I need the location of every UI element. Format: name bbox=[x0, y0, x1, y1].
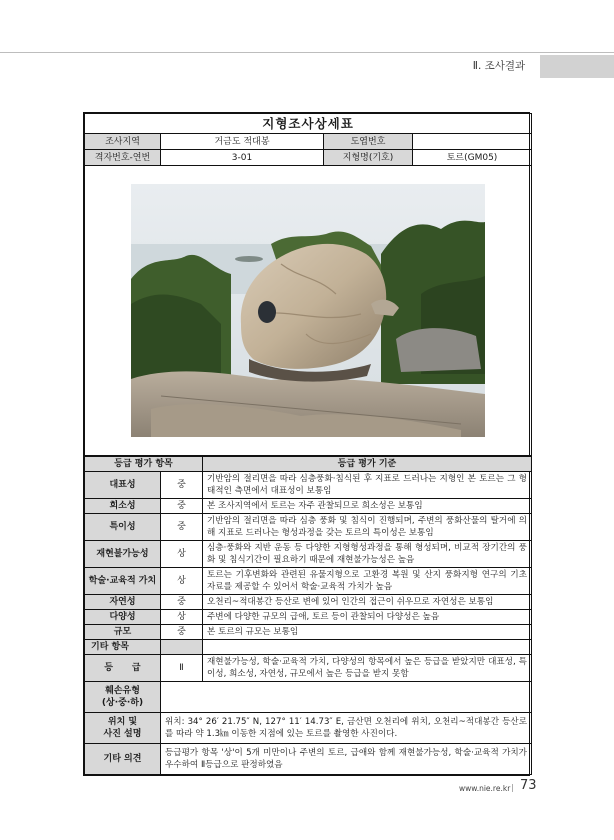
grade-item: 재현불가능성 bbox=[85, 541, 161, 568]
grade-item-header: 등급 평가 항목 bbox=[85, 457, 203, 472]
grade-level: 상 bbox=[161, 568, 203, 595]
grade-desc: 기반암의 절리면을 따라 심층풍화·침식된 후 지표로 드러나는 지형인 본 토르는 그 형태적인 측면에서 대표성이 보통임 bbox=[203, 472, 532, 499]
grade-item: 학술·교육적 가치 bbox=[85, 568, 161, 595]
opinion-desc: 등급평가 항목 '상'이 5개 미만이나 주변의 토르, 급애와 함께 재현불가능성, 학술·교육적 가치가 우수하여 Ⅱ등급으로 판정하였음 bbox=[161, 744, 532, 775]
tor-photo bbox=[131, 184, 485, 437]
header-rule bbox=[0, 52, 614, 53]
grade-value: Ⅱ bbox=[161, 655, 203, 682]
grade-level: 중 bbox=[161, 595, 203, 610]
grade-level: 중 bbox=[161, 499, 203, 514]
grade-desc: 본 조사지역에서 토르는 자주 관찰되므로 희소성은 보통임 bbox=[203, 499, 532, 514]
grid-value: 3-01 bbox=[161, 150, 324, 166]
other-items-level bbox=[161, 640, 203, 655]
footer-separator: | bbox=[511, 783, 514, 792]
grade-item: 다양성 bbox=[85, 610, 161, 625]
photo-cell bbox=[85, 166, 532, 456]
landform-survey-sheet bbox=[83, 112, 530, 776]
grade-label: 등 급 bbox=[85, 655, 161, 682]
grade-item: 자연성 bbox=[85, 595, 161, 610]
grade-desc: 토르는 기후변화와 관련된 유물지형으로 고환경 복원 및 산지 풍화지형 연구의 기초 자료를 제공할 수 있어서 학술·교육적 가치가 높음 bbox=[203, 568, 532, 595]
survey-area-value: 거금도 적대봉 bbox=[161, 134, 324, 150]
grade-desc: 주변에 다양한 규모의 급애, 토르 등이 관찰되어 다양성은 높음 bbox=[203, 610, 532, 625]
grade-desc: 기반암의 절리면을 따라 심층 풍화 및 침식이 진행되며, 주변의 풍화산물의 탈거에 의해 지표로 드러나는 형성과정을 갖는 토르의 특이성은 보통임 bbox=[203, 514, 532, 541]
location-label: 위치 및 사진 설명 bbox=[85, 713, 161, 744]
grade-level: 중 bbox=[161, 625, 203, 640]
section-label: Ⅱ. 조사결과 bbox=[472, 60, 526, 72]
grade-criteria-header: 등급 평가 기준 bbox=[203, 457, 532, 472]
sheet-title: 지형조사상세표 bbox=[85, 114, 532, 134]
other-items-label: 기타 항목 bbox=[85, 640, 161, 655]
opinion-label: 기타 의견 bbox=[85, 744, 161, 775]
grid-label: 격자번호-연번 bbox=[85, 150, 161, 166]
grade-item: 희소성 bbox=[85, 499, 161, 514]
landform-value: 토르(GM05) bbox=[413, 150, 532, 166]
grade-desc: 본 토르의 규모는 보통임 bbox=[203, 625, 532, 640]
damage-label: 훼손유형 (상·중·하) bbox=[85, 682, 161, 713]
survey-area-label: 조사지역 bbox=[85, 134, 161, 150]
landform-label: 지형명(기호) bbox=[324, 150, 413, 166]
grade-summary: 재현불가능성, 학술·교육적 가치, 다양성의 항목에서 높은 등급을 받았지만 대표성, 특이성, 희소성, 자연성, 규모에서 높은 등급을 받지 못함 bbox=[203, 655, 532, 682]
map-no-label: 도엽번호 bbox=[324, 134, 413, 150]
page-number: 73 bbox=[520, 778, 537, 793]
footer-url: www.nie.re.kr bbox=[459, 784, 511, 793]
section-tab bbox=[540, 55, 614, 78]
grade-level: 중 bbox=[161, 472, 203, 499]
grade-desc: 오천리~적대봉간 등산로 변에 있어 인간의 접근이 쉬우므로 자연성은 보통임 bbox=[203, 595, 532, 610]
other-items-desc bbox=[203, 640, 532, 655]
grade-desc: 심층·풍화와 지반 운동 등 다양한 지형형성과정을 통해 형성되며, 비교적 장기간의 풍화 및 침식기간이 필요하기 때문에 재현불가능성은 높음 bbox=[203, 541, 532, 568]
grade-level: 상 bbox=[161, 541, 203, 568]
grade-level: 상 bbox=[161, 610, 203, 625]
damage-value bbox=[161, 682, 532, 713]
grade-level: 중 bbox=[161, 514, 203, 541]
grade-item: 대표성 bbox=[85, 472, 161, 499]
map-no-value bbox=[413, 134, 532, 150]
location-desc: 위치: 34° 26′ 21.75″ N, 127° 11′ 14.73″ E, 금산면 오천리에 위치, 오천리~적대봉간 등산로를 따라 약 1.3㎞ 이동한 지점에 있는 토르를 촬영한 사진이다. bbox=[161, 713, 532, 744]
grade-item: 특이성 bbox=[85, 514, 161, 541]
grade-item: 규모 bbox=[85, 625, 161, 640]
